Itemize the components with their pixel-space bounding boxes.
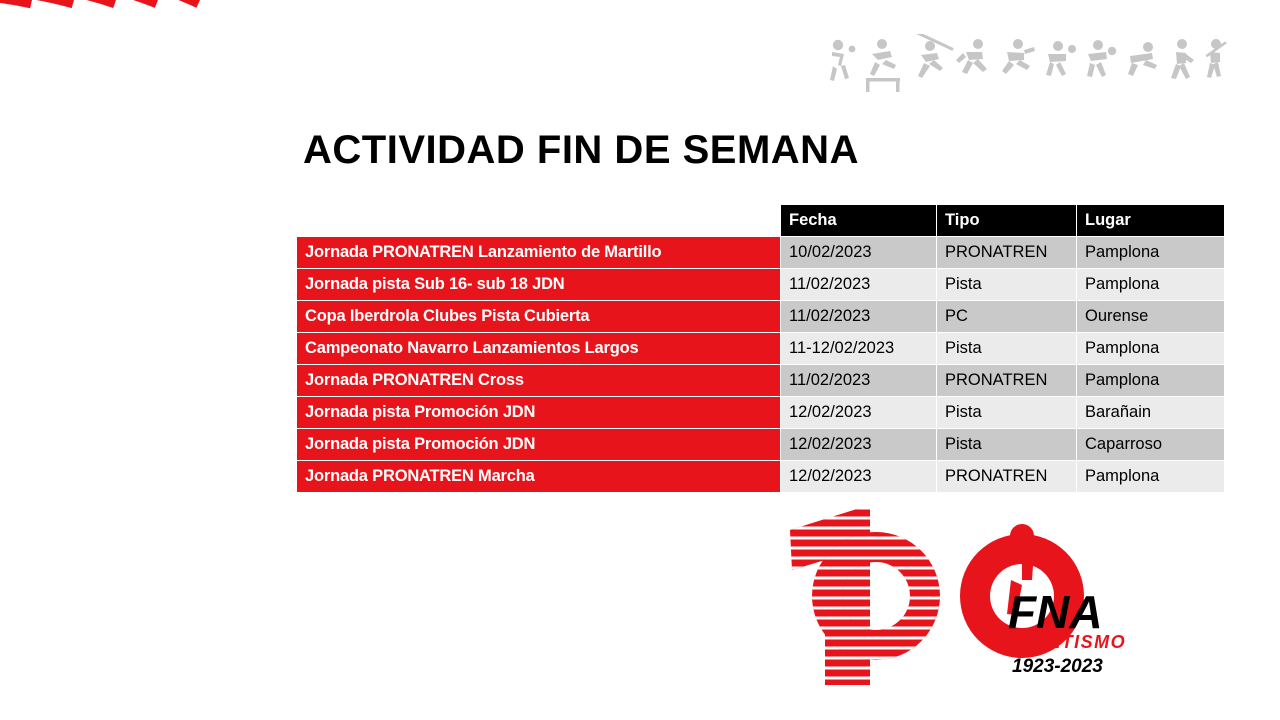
cell-event: Jornada PRONATREN Lanzamiento de Martillo <box>297 237 781 269</box>
cell-event: Campeonato Navarro Lanzamientos Largos <box>297 333 781 365</box>
cell-fecha: 11-12/02/2023 <box>781 333 937 365</box>
cell-event: Jornada pista Promoción JDN <box>297 429 781 461</box>
table-row <box>297 269 1225 301</box>
logo-name: FNA <box>1008 586 1103 638</box>
table-row <box>297 237 1225 269</box>
activity-table-container <box>296 204 1224 493</box>
table-row <box>297 429 1225 461</box>
table-row <box>297 397 1225 429</box>
cell-fecha: 10/02/2023 <box>781 237 937 269</box>
cell-tipo: PRONATREN <box>937 365 1077 397</box>
table-row <box>297 333 1225 365</box>
cell-tipo: Pista <box>937 397 1077 429</box>
header-cell-lugar: Lugar <box>1077 205 1225 237</box>
header-cell-event <box>297 205 781 237</box>
cell-event: Jornada PRONATREN Cross <box>297 365 781 397</box>
athletics-pictograms-strip <box>822 34 1232 96</box>
cell-fecha: 12/02/2023 <box>781 397 937 429</box>
cell-tipo: Pista <box>937 333 1077 365</box>
table-row <box>297 461 1225 493</box>
cell-tipo: PRONATREN <box>937 237 1077 269</box>
header-cell-tipo: Tipo <box>937 205 1077 237</box>
table-row <box>297 365 1225 397</box>
cell-tipo: PC <box>937 301 1077 333</box>
cell-fecha: 12/02/2023 <box>781 461 937 493</box>
cell-fecha: 11/02/2023 <box>781 269 937 301</box>
fna-centenary-logo <box>770 500 1170 715</box>
cell-lugar: Pamplona <box>1077 333 1225 365</box>
cell-lugar: Ourense <box>1077 301 1225 333</box>
logo-years: 1923-2023 <box>1012 656 1103 677</box>
cell-event: Jornada PRONATREN Marcha <box>297 461 781 493</box>
cell-fecha: 11/02/2023 <box>781 365 937 397</box>
cell-lugar: Pamplona <box>1077 461 1225 493</box>
cell-lugar: Pamplona <box>1077 365 1225 397</box>
cell-tipo: PRONATREN <box>937 461 1077 493</box>
cell-fecha: 12/02/2023 <box>781 429 937 461</box>
cell-event: Jornada pista Promoción JDN <box>297 397 781 429</box>
red-arcs-decoration <box>0 0 300 720</box>
cell-lugar: Pamplona <box>1077 269 1225 301</box>
page-title: ACTIVIDAD FIN DE SEMANA <box>303 128 859 172</box>
cell-event: Copa Iberdrola Clubes Pista Cubierta <box>297 301 781 333</box>
table-row <box>297 301 1225 333</box>
table-header-row <box>297 205 1225 237</box>
cell-tipo: Pista <box>937 269 1077 301</box>
cell-lugar: Barañain <box>1077 397 1225 429</box>
cell-event: Jornada pista Sub 16- sub 18 JDN <box>297 269 781 301</box>
cell-lugar: Caparroso <box>1077 429 1225 461</box>
cell-fecha: 11/02/2023 <box>781 301 937 333</box>
activity-table <box>296 204 1225 493</box>
header-cell-fecha: Fecha <box>781 205 937 237</box>
cell-tipo: Pista <box>937 429 1077 461</box>
logo-subtitle: ATLETISMO <box>1010 632 1127 652</box>
cell-lugar: Pamplona <box>1077 237 1225 269</box>
